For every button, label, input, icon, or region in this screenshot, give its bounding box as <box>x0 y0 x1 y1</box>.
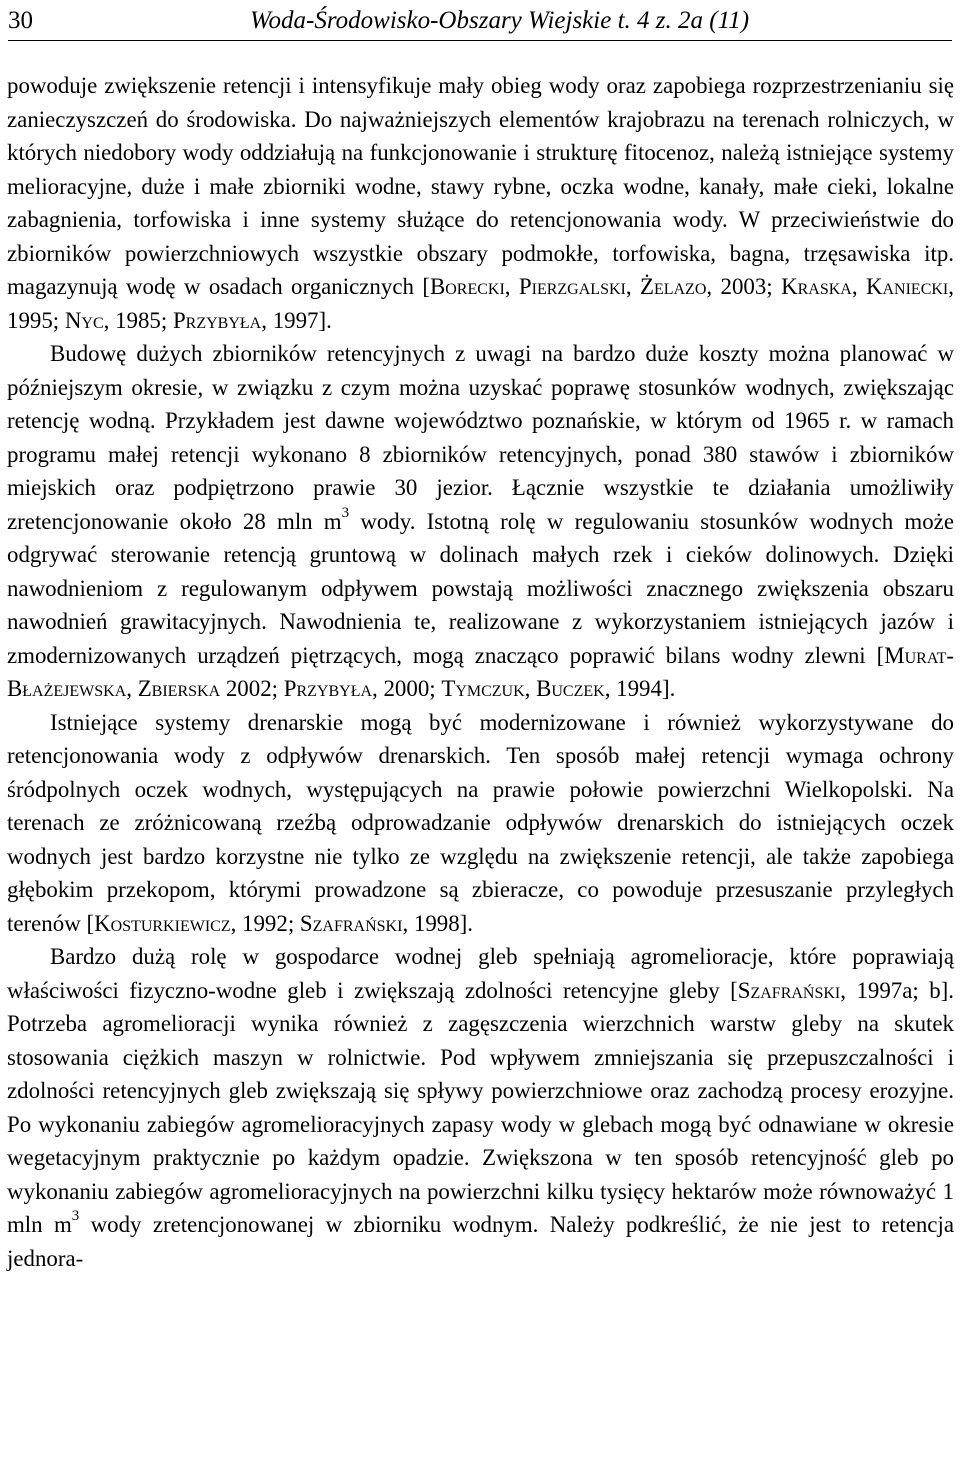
superscript: 3 <box>341 504 350 521</box>
text-run: wody zretencjonowanej w zbiorniku wodnym. Należy podkreślić, że nie jest to retencja jednora- <box>7 1212 954 1271</box>
citation-author: Przybyła <box>172 307 262 333</box>
body-text <box>7 69 954 1275</box>
text-run: , 1997]. <box>261 307 332 333</box>
text-run: wody. Istotną rolę w regulowaniu stosunków wodnych może odgrywać sterowanie retencją gruntową w dolinach małych rzek i cieków dolinowych. Dzięki nawodnieniom z regulowanym odpływem powstają możliwości znacznego zwiększenia obszaru nawodnień grawitacyjnych. Nawodnienia te, realizowane z wykorzystaniem istniejących jazów i zmodernizowanych urządzeń piętrzących, mogą znacząco poprawić bilans wodny zlewni [ <box>7 508 954 668</box>
text-run: , 1997a; b]. Potrzeba agromelioracji wynika również z zagęszczenia wierzchnich warstw gleby na skutek stosowania ciężkich maszyn w rolnictwie. Pod wpływem zmniejszania się przepuszczalności i zdolności retencyjnych gleb zwiększają się spływy powierzchniowe oraz zachodzą procesy erozyjne. Po wykonaniu zabiegów agromelioracyjnych zapasy wody w glebach mogą być odnawiane w okresie wegetacyjnym praktycznie po każdym opadzie. Zwiększona w ten sposób retencyjność gleb po wykonaniu zabiegów agromelioracyjnych na powierzchni kilku tysięcy hektarów może równoważyć 1 mln m <box>7 977 955 1237</box>
citation-author: Borecki, Pierzgalski, Żelazo <box>429 274 707 299</box>
citation-author: Murat-Błażejewska, Zbierska <box>7 642 954 701</box>
journal-title: Woda-Środowisko-Obszary Wiejskie t. 4 z. 2a (11) <box>250 7 750 34</box>
text-run: 2002; <box>220 676 284 701</box>
citation-author: Przybyła <box>283 676 373 701</box>
running-header <box>8 4 952 41</box>
paragraph-4 <box>7 940 954 1275</box>
text-run: , 1994]. <box>604 676 676 701</box>
text-run: Bardzo dużą rolę w gospodarce wodnej gleb spełniają agromelioracje, które poprawiają właściwości fizyczno-wodne gleb i zwiększają zdolności retencyjne gleby [ <box>7 944 954 1003</box>
citation-author: Szafrański <box>737 977 841 1003</box>
page-number: 30 <box>8 7 33 34</box>
superscript: 3 <box>71 1208 80 1225</box>
text-run: , 2000; <box>372 676 442 701</box>
citation-author: Kraska, Kaniecki <box>781 274 949 299</box>
text-run: powoduje zwiększenie retencji i intensyfikuje mały obieg wody oraz zapobiega rozprzestrzenianiu się zanieczyszczeń do środowiska. Do najważniejszych elementów krajobrazu na terenach rolniczych, w których niedobory wody oddziałują na funkcjonowanie i strukturę fitocenoz, należą istniejące systemy melioracyjne, duże i małe zbiorniki wodne, stawy rybne, oczka wodne, kanały, małe cieki, lokalne zabagnienia, torfowiska i inne systemy służące do retencjonowania wody. W przeciwieństwie do zbiorników powierzchniowych wszystkie obszary podmokłe, torfowiska, bagna, trzęsawiska itp. magazynują wodę w osadach organicznych [ <box>7 73 954 299</box>
paragraph-1 <box>7 69 954 337</box>
citation-author: Kosturkiewicz <box>94 910 231 936</box>
paragraph-3 <box>7 706 954 941</box>
text-run: , 2003; <box>706 274 782 299</box>
text-run: , 1995; <box>7 274 954 333</box>
paragraph-2 <box>7 337 954 706</box>
text-run: Budowę dużych zbiorników retencyjnych z uwagi na bardzo duże koszty można planować w późniejszym okresie, w związku z czym można uzyskać poprawę stosunków wodnych, zwiększając retencję wodną. Przykładem jest dawne województwo poznańskie, w którym od 1965 r. w ramach programu małej retencji wykonano 8 zbiorników retencyjnych, ponad 380 stawów i zbiorników miejskich oraz podpiętrzono prawie 30 jezior. Łącznie wszystkie te działania umożliwiły zretencjonowanie około 28 mln m <box>7 341 954 534</box>
text-run: , 1992; <box>230 910 300 936</box>
text-run: , 1985; <box>103 307 173 333</box>
text-run: Istniejące systemy drenarskie mogą być modernizowane i również wykorzystywane do retencjonowania wody z odpływów drenarskich. Ten sposób małej retencji wymaga ochrony śródpolnych oczek wodnych, występujących na prawie połowie powierzchni Wielkopolski. Na terenach ze zróżnicowaną rzeźbą odprowadzanie odpływów drenarskich do istniejących oczek wodnych jest bardzo korzystne nie tylko ze względu na zwiększenie retencji, ale także zapobiega głębokim przekopom, którymi prowadzone są zbieracze, co powoduje przesuszanie przyległych terenów [ <box>7 709 954 936</box>
text-run: , 1998]. <box>402 910 474 936</box>
citation-author: Tymczuk, Buczek <box>441 676 605 701</box>
citation-author: Szafrański <box>299 910 403 936</box>
citation-author: Nyc <box>64 307 104 333</box>
